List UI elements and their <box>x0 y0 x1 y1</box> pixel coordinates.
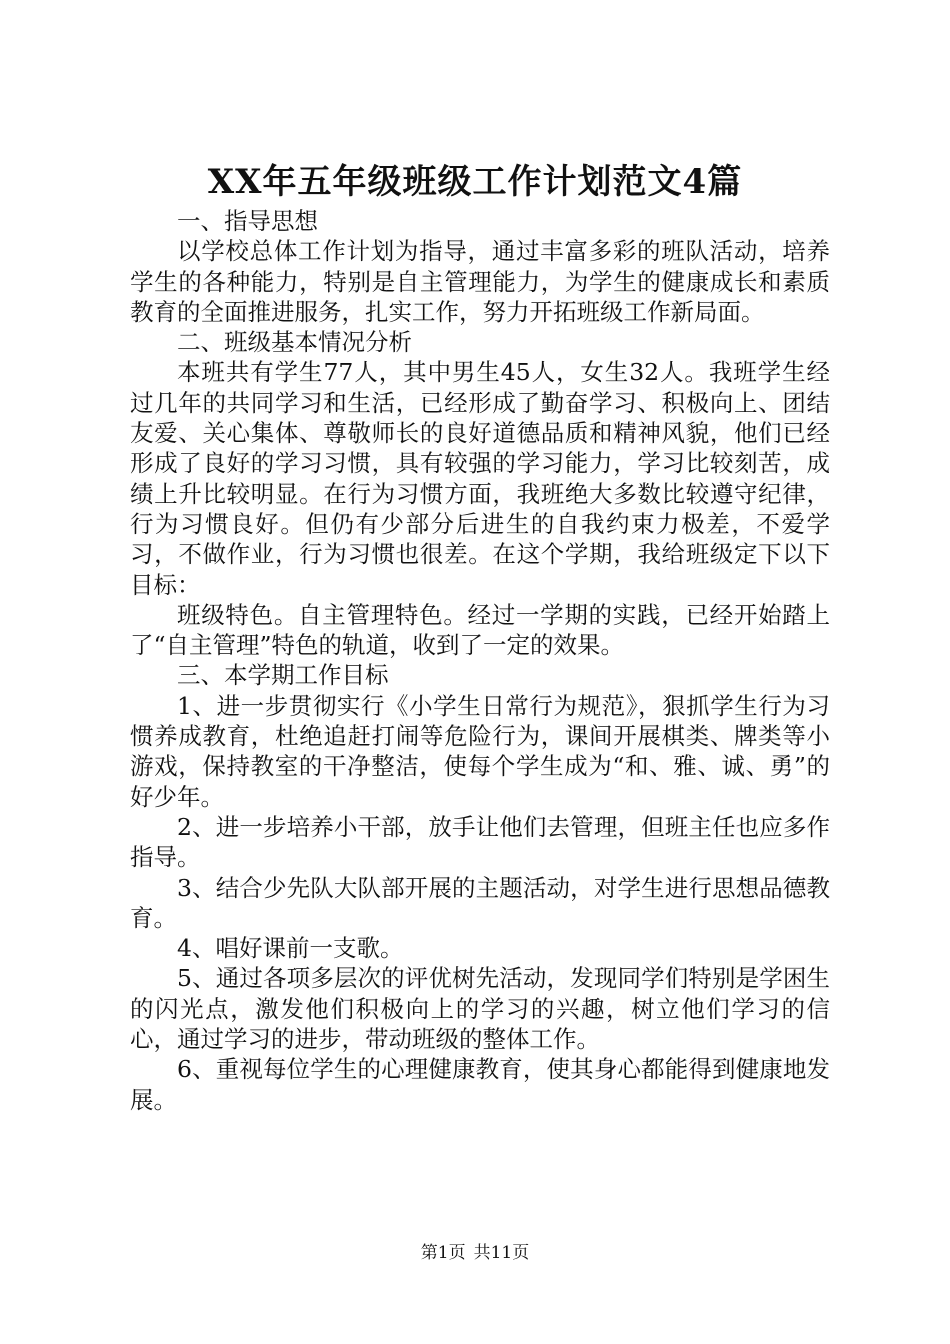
section-heading: 一、指导思想 <box>177 207 318 235</box>
page-total: 共11页 <box>473 1243 530 1263</box>
section-heading: 二、班级基本情况分析 <box>177 328 412 357</box>
list-item: 5、通过各项多层次的评优树先活动，发现同学们特别是学困生的闪光点，激发他们积极向上的学习的兴趣，树立他们学习的信心，通过学习的进步，带动班级的整体工作。 <box>130 964 830 1054</box>
list-item: 3、结合少先队大队部开展的主题活动，对学生进行思想品德教育。 <box>130 873 830 932</box>
paragraph: 本班共有学生77人，其中男生45人，女生32人。我班学生经过几年的共同学习和生活，已经形成了勤奋学习、积极向上、团结友爱、关心集体、尊敬师长的良好道德品质和精神风貌，他们已经形成了良好的学习习惯，具有较强的学习能力，学习比较刻苦，成绩上升比较明显。在行为习惯方面，我班绝大多数比较遵守纪律，行为习惯良好。但仍有少部分后进生的自我约束力极差，不爱学习，不做作业，行为习惯也很差。在这个学期，我给班级定下以下目标： <box>130 358 830 599</box>
list-item: 1、进一步贯彻实行《小学生日常行为规范》，狠抓学生行为习惯养成教育，杜绝追赶打闹等危险行为，课间开展棋类、牌类等小游戏，保持教室的干净整洁，使每个学生成为“和、雅、诚、勇”的好少年。 <box>130 691 830 811</box>
list-item: 6、重视每位学生的心理健康教育，使其身心都能得到健康地发展。 <box>130 1055 830 1114</box>
paragraph: 班级特色。自主管理特色。经过一学期的实践，已经开始踏上了“自主管理”特色的轨道，收到了一定的效果。 <box>130 600 830 660</box>
list-item: 4、唱好课前一支歌。 <box>177 934 404 963</box>
section-heading: 三、本学期工作目标 <box>177 661 389 690</box>
page-footer <box>0 1241 950 1265</box>
document-body <box>130 206 830 1115</box>
page-number: 第1页 <box>420 1243 466 1263</box>
document-title: XX年五年级班级工作计划范文4篇 <box>207 162 743 202</box>
paragraph: 以学校总体工作计划为指导，通过丰富多彩的班队活动，培养学生的各种能力，特别是自主管理能力，为学生的健康成长和素质教育的全面推进服务，扎实工作，努力开拓班级工作新局面。 <box>130 237 830 326</box>
list-item: 2、进一步培养小干部，放手让他们去管理，但班主任也应多作指导。 <box>130 812 830 872</box>
